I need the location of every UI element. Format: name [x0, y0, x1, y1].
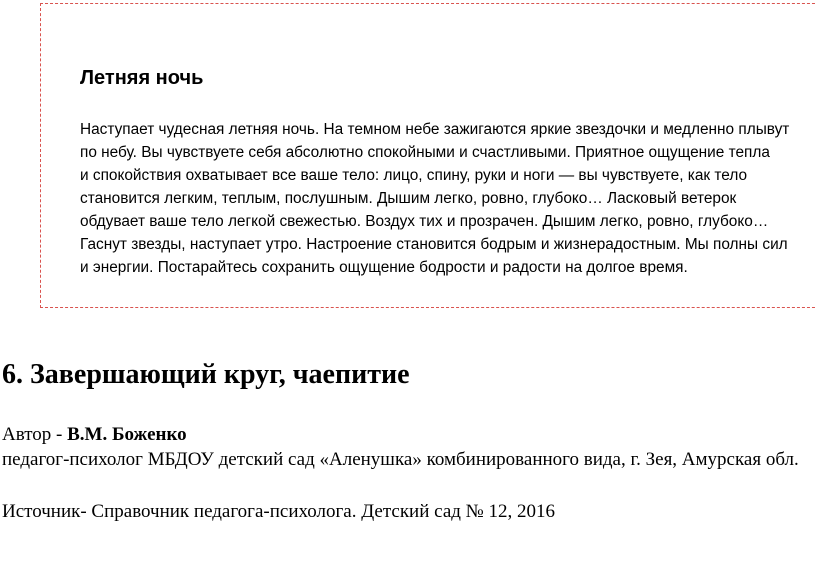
- exercise-text-line: Гаснут звезды, наступает утро. Настроение становится бодрым и жизнерадостным. Мы полны сил: [80, 236, 788, 253]
- section-title: 6. Завершающий круг, чаепитие: [2, 359, 410, 390]
- exercise-text-line: и энергии. Постарайтесь сохранить ощущение бодрости и радости на долгое время.: [80, 259, 688, 276]
- author-line: [2, 423, 187, 447]
- exercise-text-line: по небу. Вы чувствуете себя абсолютно спокойными и счастливыми. Приятное ощущение тепла: [80, 144, 770, 161]
- exercise-text-line: и спокойствия охватывает все ваше тело: лицо, спину, руки и ноги — вы чувствуете, как тело: [80, 167, 748, 184]
- exercise-text-line: Наступает чудесная летняя ночь. На темном небе зажигаются яркие звездочки и медленно плывут: [80, 121, 790, 138]
- source-line: Источник- Справочник педагога-психолога. Детский сад № 12, 2016: [2, 501, 556, 522]
- exercise-title: Летняя ночь: [80, 67, 204, 89]
- author-label: Автор -: [2, 424, 68, 445]
- author-position: педагог-психолог МБДОУ детский сад «Аленушка» комбинированного вида, г. Зея, Амурская обл.: [2, 449, 799, 470]
- author-name: В.М. Боженко: [67, 424, 187, 445]
- exercise-text: [80, 118, 789, 279]
- exercise-text-line: обдувает ваше тело легкой свежестью. Воздух тих и прозрачен. Дышим легко, ровно, глубоко…: [80, 213, 769, 230]
- exercise-text-line: становится легким, теплым, послушным. Дышим легко, ровно, глубоко… Ласковый ветерок: [80, 190, 737, 207]
